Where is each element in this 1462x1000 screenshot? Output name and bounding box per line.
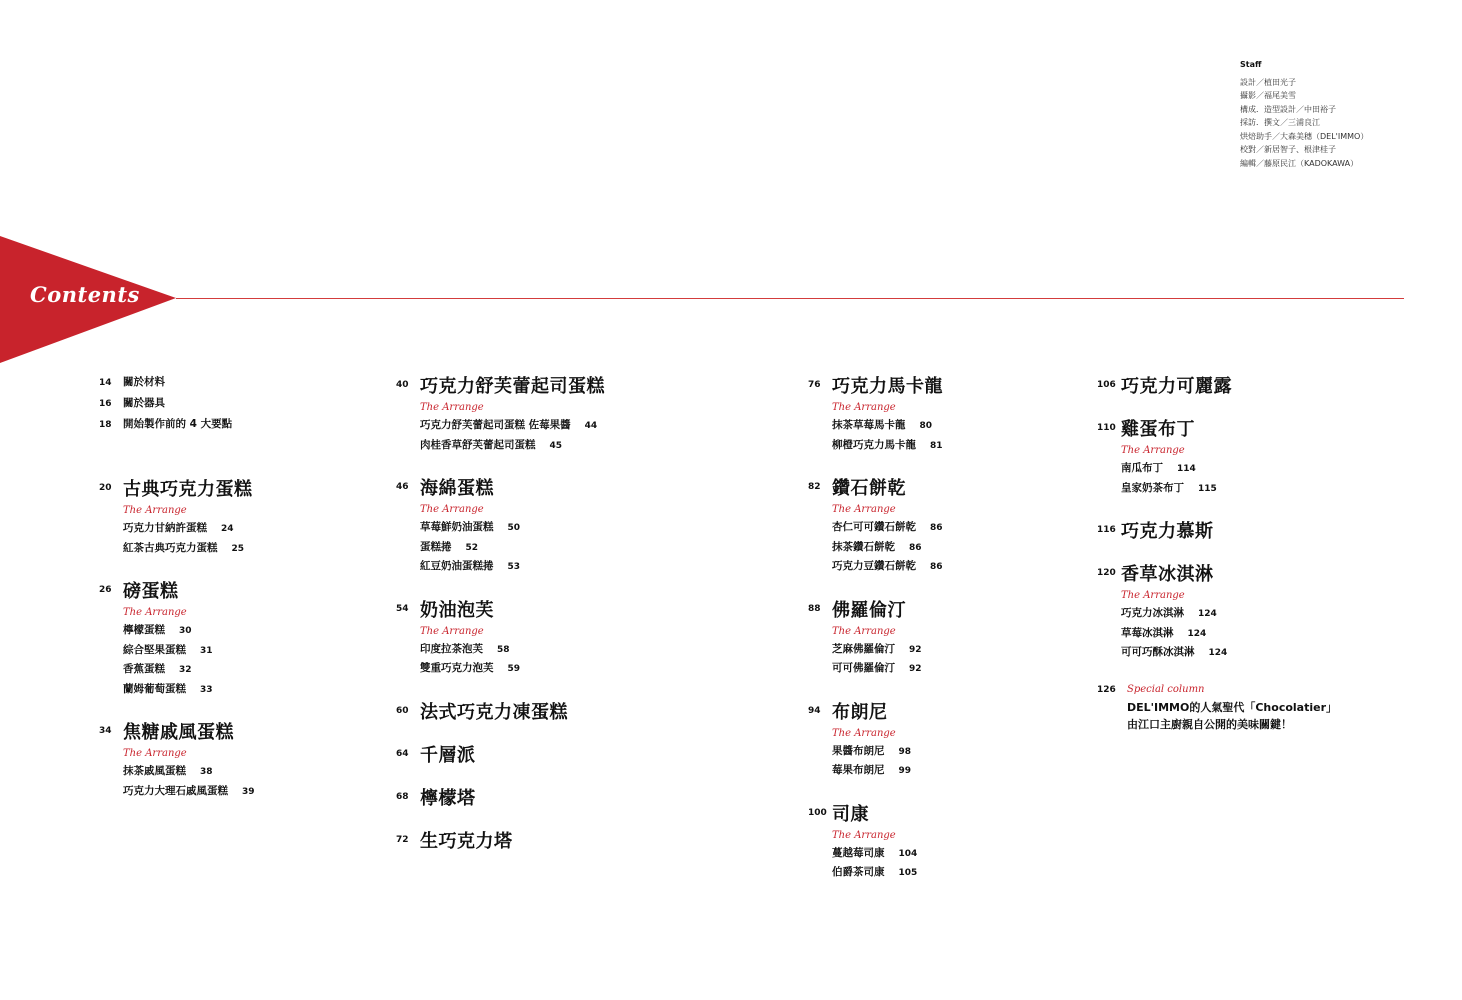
- section-title: 生巧克力塔: [420, 830, 513, 852]
- staff-line: 構成．造型設計／中田裕子: [1240, 104, 1336, 114]
- toc-section: [396, 598, 605, 679]
- page-number: 64: [396, 748, 409, 759]
- page-number: 110: [1097, 423, 1116, 433]
- sub-entry[interactable]: [123, 680, 255, 700]
- staff-title: Staff: [1240, 60, 1262, 69]
- page-number: 72: [396, 834, 409, 845]
- toc-section: [1097, 417, 1337, 498]
- page-number: 38: [200, 767, 213, 777]
- page-number: 20: [99, 483, 112, 493]
- sub-entry-name: 巧克力豆鑽石餅乾: [832, 560, 916, 572]
- section-title: 千層派: [420, 744, 476, 766]
- toc-section: [808, 374, 943, 455]
- staff-line: 設計／植田光子: [1240, 77, 1296, 87]
- sub-entry[interactable]: [832, 538, 943, 558]
- staff-line: 編輯／藤原民江（KADOKAWA）: [1240, 158, 1359, 168]
- sub-entry[interactable]: [420, 436, 605, 456]
- section-heading[interactable]: [396, 700, 605, 722]
- sub-entry[interactable]: [420, 416, 605, 436]
- page-number: 46: [396, 482, 409, 492]
- sub-entry[interactable]: [123, 782, 255, 802]
- page-number: 59: [507, 664, 521, 674]
- page-number: 124: [1208, 648, 1228, 658]
- section-heading[interactable]: [396, 786, 605, 808]
- toc-section: [396, 700, 605, 722]
- section-title: 鑽石餅乾: [832, 478, 906, 499]
- sub-entry[interactable]: [832, 742, 943, 762]
- page-number: 92: [909, 644, 922, 655]
- section-heading[interactable]: [396, 598, 605, 620]
- page-number: 116: [1097, 525, 1116, 535]
- sub-entry[interactable]: [832, 557, 943, 577]
- page-number: 60: [396, 705, 409, 716]
- sub-entry-name: 皇家奶茶布丁: [1121, 481, 1184, 494]
- toc-column-1: [99, 374, 255, 822]
- page-number: 14: [99, 378, 112, 388]
- arrange-label: The Arrange: [420, 625, 484, 637]
- section-title: 古典巧克力蛋糕: [123, 479, 253, 500]
- section-title: 巧克力馬卡龍: [832, 376, 943, 397]
- sub-entry-name: 綜合堅果蛋糕: [123, 643, 186, 656]
- page-number: 31: [200, 645, 213, 656]
- sub-entry[interactable]: [123, 539, 255, 559]
- section-heading[interactable]: [1097, 519, 1337, 541]
- page-number: 94: [808, 705, 821, 716]
- sub-entry-name: 巧克力甘納許蛋糕: [123, 522, 207, 534]
- sub-entry-name: 抹茶戚風蛋糕: [123, 765, 186, 777]
- sub-entry-name: 肉桂香草舒芙蕾起司蛋糕: [420, 438, 536, 451]
- sub-entry-name: 伯爵茶司康: [832, 866, 885, 878]
- page-number: 58: [497, 644, 510, 655]
- section-heading[interactable]: [1097, 562, 1337, 584]
- sub-entry[interactable]: [832, 761, 943, 781]
- arrange-label: The Arrange: [832, 625, 896, 637]
- sub-entry-name: 蘭姆葡萄蛋糕: [123, 682, 186, 695]
- special-column-line-2: 由江口主廚親自公開的美味關鍵！: [1127, 717, 1292, 731]
- section-title: 巧克力舒芙蕾起司蛋糕: [420, 376, 605, 397]
- special-column-line-1: DEL'IMMO的人氣聖代「Chocolatier」: [1127, 700, 1338, 714]
- sub-entry[interactable]: [420, 518, 605, 538]
- toc-section: [99, 579, 255, 699]
- arrange-label: The Arrange: [420, 402, 484, 413]
- sub-entry[interactable]: [420, 538, 605, 558]
- page-number: 45: [549, 440, 563, 451]
- special-column[interactable]: [1097, 684, 1337, 733]
- toc-section: [808, 802, 943, 883]
- sub-entry-name: 南瓜布丁: [1121, 462, 1163, 474]
- sub-entry[interactable]: [832, 640, 943, 660]
- toc-section: [396, 743, 605, 765]
- sub-entry[interactable]: [420, 557, 605, 577]
- toc-section: [99, 477, 255, 558]
- section-heading[interactable]: [396, 743, 605, 765]
- section-title: 檸檬塔: [420, 787, 476, 809]
- sub-entry-name: 抹茶鑽石餅乾: [832, 540, 895, 553]
- toc-section: [396, 374, 605, 455]
- sub-entry-name: 抹茶草莓馬卡龍: [832, 419, 906, 431]
- staff-line: 校對／新居智子、根津桂子: [1240, 145, 1336, 154]
- page-number: 68: [396, 791, 409, 802]
- sub-entry-name: 雙重巧克力泡芙: [420, 662, 494, 674]
- section-title: 巧克力可麗露: [1121, 376, 1232, 397]
- section-heading[interactable]: [396, 374, 605, 396]
- page-number: 99: [898, 766, 912, 776]
- section-heading[interactable]: [808, 802, 943, 824]
- page-number: 88: [808, 603, 821, 614]
- entry-title: 關於器具: [123, 397, 165, 409]
- sub-entry-name: 可可佛羅倫汀: [832, 662, 895, 674]
- sub-entry-name: 草莓鮮奶油蛋糕: [420, 521, 494, 533]
- toc-entry[interactable]: [99, 374, 255, 395]
- page-number: 81: [930, 440, 943, 451]
- page-number: 80: [919, 421, 933, 431]
- page-number: 86: [930, 523, 943, 533]
- page-number: 120: [1097, 568, 1116, 578]
- sub-entry-name: 巧克力冰淇淋: [1121, 607, 1184, 619]
- section-heading[interactable]: [396, 476, 605, 498]
- sub-entry-name: 蔓越莓司康: [832, 846, 885, 859]
- page-number: 76: [808, 380, 821, 390]
- header-rule: [176, 298, 1404, 299]
- page-number: 33: [200, 684, 213, 695]
- page-number: 124: [1187, 628, 1207, 639]
- staff-line: 採訪．撰文／三浦良江: [1240, 118, 1320, 127]
- section-heading[interactable]: [99, 477, 255, 499]
- sub-entry-name: 巧克力大理石戚風蛋糕: [123, 784, 228, 797]
- page-number: 30: [179, 626, 192, 636]
- section-heading[interactable]: [99, 579, 255, 601]
- arrange-label: The Arrange: [1121, 445, 1185, 456]
- page-number: 92: [909, 664, 922, 674]
- sub-entry[interactable]: [123, 519, 255, 539]
- sub-entry[interactable]: [123, 762, 255, 782]
- arrange-label: The Arrange: [123, 748, 187, 759]
- section-title: 法式巧克力凍蛋糕: [420, 701, 568, 723]
- toc-section: [808, 598, 943, 679]
- toc-section: [808, 476, 943, 577]
- page-number: 86: [909, 542, 922, 553]
- sub-entry[interactable]: [832, 844, 943, 864]
- page-number: 54: [396, 603, 409, 614]
- contents-title: Contents: [30, 282, 140, 307]
- arrange-label: The Arrange: [123, 505, 187, 516]
- section-title: 司康: [832, 803, 869, 825]
- toc-column-3: [808, 374, 943, 904]
- sub-entry-name: 柳橙巧克力馬卡龍: [832, 438, 916, 451]
- sub-entry[interactable]: [123, 621, 255, 641]
- entry-title: 關於材料: [123, 376, 165, 388]
- page-number: 114: [1177, 464, 1196, 474]
- toc-entry[interactable]: [99, 395, 255, 416]
- sub-entry[interactable]: [1121, 459, 1337, 479]
- arrange-label: The Arrange: [832, 727, 896, 739]
- page-number: 16: [99, 399, 112, 409]
- sub-entry-name: 印度拉茶泡芙: [420, 642, 483, 655]
- page-number: 39: [242, 786, 255, 797]
- section-heading[interactable]: [808, 598, 943, 620]
- sub-entry[interactable]: [1121, 479, 1337, 499]
- page-number: 100: [808, 807, 827, 818]
- section-heading[interactable]: [396, 829, 605, 851]
- staff-credits: [1240, 58, 1368, 170]
- page-number: 105: [898, 868, 918, 878]
- section-heading[interactable]: [99, 720, 255, 742]
- section-heading[interactable]: [808, 700, 943, 722]
- sub-entry-name: 紅茶古典巧克力蛋糕: [123, 541, 218, 554]
- section-title: 磅蛋糕: [123, 581, 179, 602]
- sub-entry-name: 檸檬蛋糕: [123, 624, 165, 636]
- toc-section: [1097, 519, 1337, 541]
- sub-entry-name: 蛋糕捲: [420, 540, 452, 553]
- section-title: 雞蛋布丁: [1121, 419, 1195, 440]
- sub-entry[interactable]: [123, 641, 255, 661]
- entry-title: 開始製作前的 4 大要點: [123, 418, 233, 430]
- section-title: 香草冰淇淋: [1121, 564, 1214, 585]
- section-title: 巧克力慕斯: [1121, 521, 1214, 542]
- arrange-label: The Arrange: [123, 607, 187, 618]
- sub-entry[interactable]: [420, 640, 605, 660]
- section-heading[interactable]: [1097, 417, 1337, 439]
- sub-entry-name: 草莓冰淇淋: [1121, 626, 1174, 639]
- section-title: 布朗尼: [832, 701, 888, 723]
- page-number: 25: [231, 543, 245, 554]
- sub-entry[interactable]: [1121, 604, 1337, 624]
- sub-entry-name: 莓果布朗尼: [832, 764, 885, 776]
- page-number: 24: [221, 524, 234, 534]
- page-number: 106: [1097, 380, 1116, 390]
- arrange-label: The Arrange: [832, 504, 896, 515]
- arrange-label: The Arrange: [420, 504, 484, 515]
- sub-entry-name: 果醬布朗尼: [832, 744, 885, 757]
- section-title: 焦糖戚風蛋糕: [123, 722, 234, 743]
- arrange-label: The Arrange: [1121, 590, 1185, 601]
- toc-section: [396, 829, 605, 851]
- toc-section: [1097, 562, 1337, 663]
- sub-entry-name: 芝麻佛羅倫汀: [832, 642, 895, 655]
- sub-entry[interactable]: [832, 659, 943, 679]
- toc-section: [808, 700, 943, 781]
- page-number: 124: [1198, 609, 1217, 619]
- page-number: 32: [179, 665, 192, 675]
- page-number: 44: [584, 421, 598, 431]
- toc-column-4: [1097, 374, 1337, 754]
- toc-section: [396, 476, 605, 577]
- sub-entry[interactable]: [1121, 643, 1337, 663]
- sub-entry[interactable]: [832, 436, 943, 456]
- page-number: 52: [465, 542, 479, 553]
- page-number: 98: [898, 746, 912, 757]
- staff-line: 烘焙助手／大森美穗（DEL'IMMO）: [1240, 131, 1369, 141]
- arrange-label: The Arrange: [832, 402, 896, 413]
- page-number: 82: [808, 482, 821, 492]
- staff-line: 攝影／福尾美雪: [1240, 91, 1296, 100]
- section-heading[interactable]: [808, 374, 943, 396]
- section-heading[interactable]: [808, 476, 943, 498]
- page-number: 34: [99, 726, 112, 736]
- toc-section: [99, 720, 255, 801]
- sub-entry[interactable]: [832, 863, 943, 883]
- sub-entry[interactable]: [420, 659, 605, 679]
- sub-entry-name: 紅豆奶油蛋糕捲: [420, 560, 494, 572]
- page-number: 18: [99, 420, 112, 430]
- section-title: 佛羅倫汀: [832, 599, 906, 621]
- sub-entry-name: 可可巧酥冰淇淋: [1121, 646, 1195, 658]
- sub-entry[interactable]: [832, 518, 943, 538]
- page-number: 104: [898, 848, 918, 859]
- special-column-label: Special column: [1127, 683, 1205, 695]
- sub-entry-name: 杏仁可可鑽石餅乾: [832, 521, 916, 533]
- page-number: 86: [930, 562, 943, 572]
- sub-entry-name: 巧克力舒芙蕾起司蛋糕 佐莓果醬: [420, 419, 571, 431]
- page-number: 26: [99, 585, 112, 595]
- arrange-label: The Arrange: [832, 829, 896, 841]
- toc-column-2: [396, 374, 605, 872]
- section-heading[interactable]: [1097, 374, 1337, 396]
- sub-entry[interactable]: [832, 416, 943, 436]
- sub-entry[interactable]: [123, 660, 255, 680]
- toc-section: [396, 786, 605, 808]
- page-number: 53: [507, 562, 521, 572]
- sub-entry[interactable]: [1121, 624, 1337, 644]
- sub-entry-name: 香蕉蛋糕: [123, 663, 165, 675]
- page-number: 50: [507, 523, 521, 533]
- toc-section: [1097, 374, 1337, 396]
- toc-entry[interactable]: [99, 416, 255, 437]
- page-number: 115: [1198, 483, 1217, 494]
- section-title: 海綿蛋糕: [420, 478, 494, 499]
- page-number: 126: [1097, 684, 1116, 695]
- page-number: 40: [396, 380, 409, 390]
- section-title: 奶油泡芙: [420, 599, 494, 621]
